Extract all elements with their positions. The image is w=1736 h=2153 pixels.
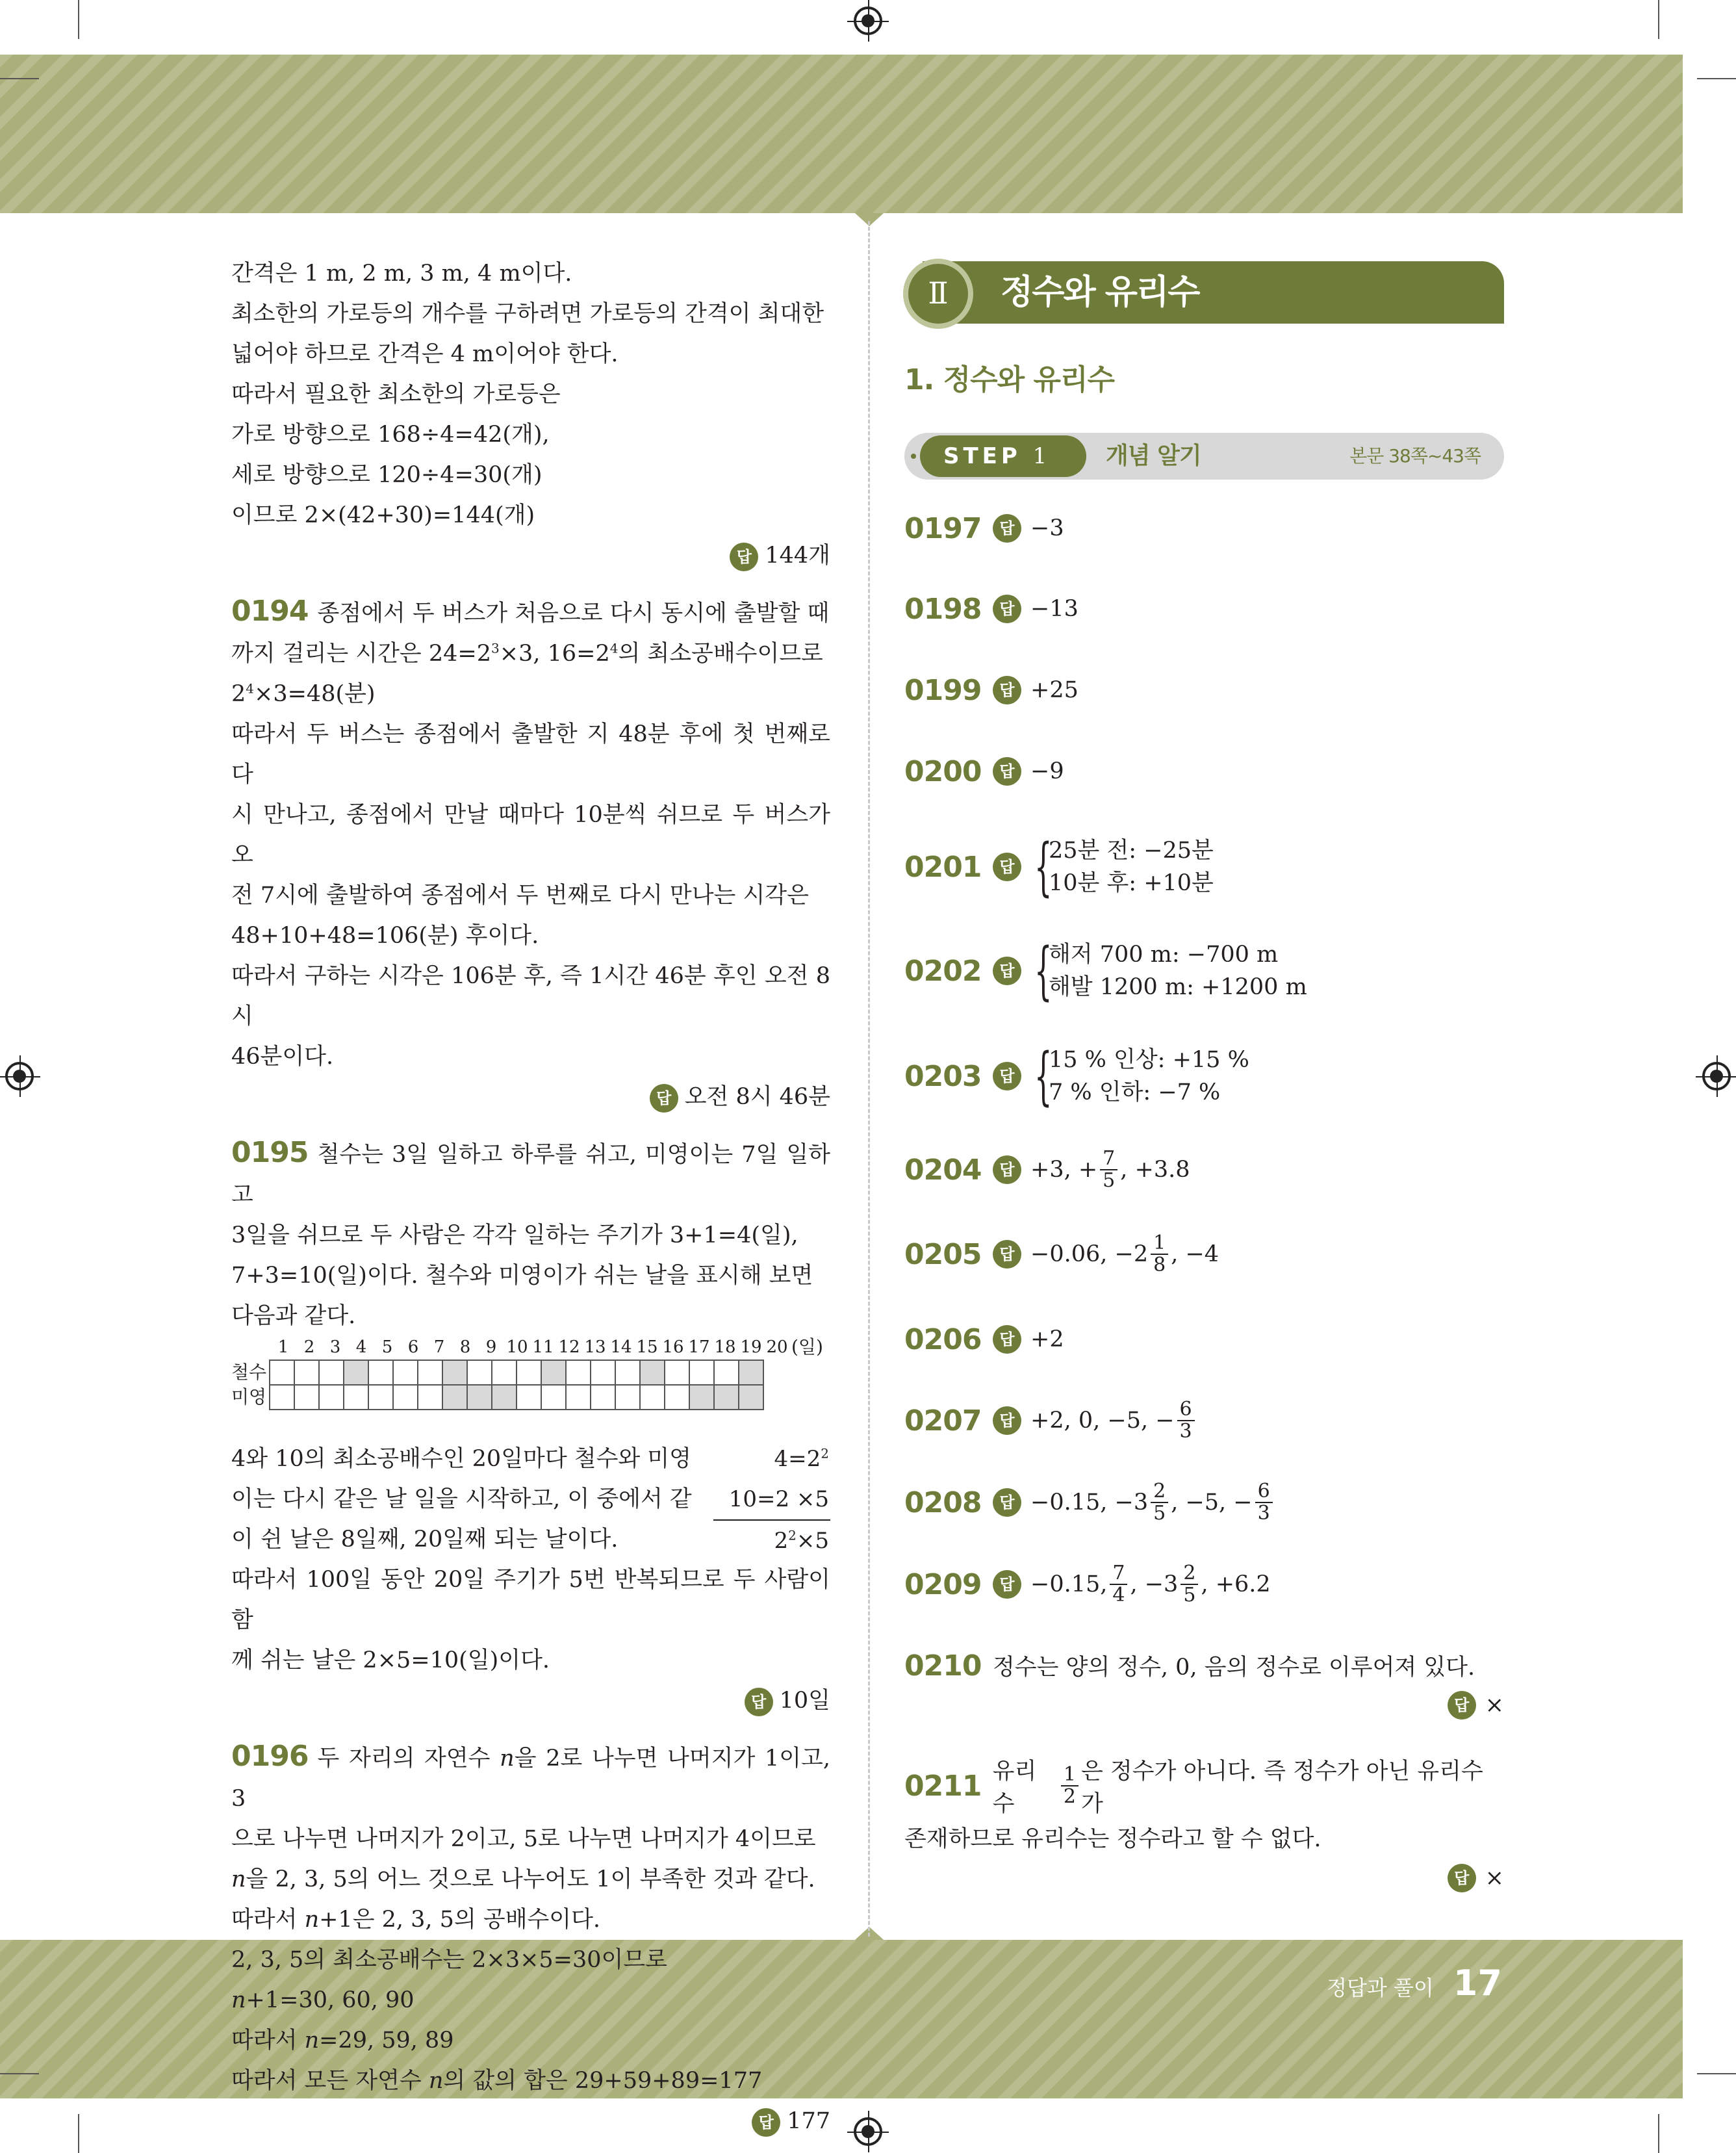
- top-header-band: [0, 55, 1683, 213]
- answer-badge-icon: 답: [993, 1240, 1021, 1269]
- answer-value: 10분 후: +10분: [1049, 870, 1214, 896]
- fraction: [1151, 1481, 1168, 1524]
- text-line: 세로 방향으로 120÷4=30(개): [231, 462, 542, 488]
- cheolsu-work-cell: [294, 1360, 320, 1386]
- miyoung-work-cell: [294, 1384, 320, 1410]
- day-number: 15: [636, 1337, 658, 1357]
- answer-badge-icon: 답: [650, 1084, 678, 1113]
- answer-line: [231, 2101, 830, 2141]
- variable-n: n: [231, 1987, 246, 2013]
- day-number: 4: [355, 1337, 367, 1357]
- numerator: 7: [1110, 1563, 1127, 1585]
- exponent: 4: [246, 680, 255, 697]
- cheolsu-work-cell: [417, 1360, 443, 1386]
- numerator: 2: [1151, 1481, 1168, 1503]
- day-number-row: [270, 1336, 790, 1358]
- miyoung-work-cell: [590, 1384, 616, 1410]
- fraction: [1061, 1764, 1079, 1807]
- answer-value: 177: [787, 2108, 830, 2134]
- text-line: 따라서 구하는 시각은 106분 후, 즉 1시간 46분 후인 오전 8시: [231, 963, 830, 1029]
- text-line: 따라서 필요한 최소한의 가로등은: [231, 381, 561, 407]
- miyoung-work-cell: [541, 1384, 567, 1410]
- day-unit-label: (일): [791, 1336, 823, 1358]
- answer-value: 25분 전: −25분: [1049, 838, 1214, 864]
- text-span: 따라서: [231, 1907, 305, 1933]
- answer-badge-icon: 답: [745, 1688, 773, 1716]
- denominator: 5: [1153, 1502, 1166, 1525]
- text-line: [231, 674, 830, 714]
- miyoung-work-cell: [392, 1384, 418, 1410]
- answer-badge-icon: 답: [993, 595, 1021, 623]
- text-span: 을 2로 나누면 나머지가 1이고, 3: [231, 1746, 830, 1812]
- answer-value: , +6.2: [1201, 1571, 1271, 1597]
- page-reference: 본문 38쪽~43쪽: [1349, 445, 1481, 467]
- fraction: [1100, 1148, 1117, 1191]
- cheolsu-work-cell: [368, 1360, 394, 1386]
- answer-item-0198: [904, 586, 1504, 632]
- answer-value: 오전 8시 46분: [684, 1084, 830, 1110]
- answer-value: ×: [1485, 1692, 1504, 1718]
- miyoung-work-cell: [318, 1384, 344, 1410]
- solution-0195: [231, 1133, 830, 1721]
- miyoung-rest-cell: [738, 1384, 764, 1410]
- cheolsu-rest-cell: [738, 1360, 764, 1386]
- cheolsu-work-cell: [590, 1360, 616, 1386]
- answer-item-0201: [904, 831, 1504, 903]
- problem-number: 0209: [904, 1567, 982, 1601]
- registration-mark-icon: [5, 1062, 34, 1090]
- crop-mark: [0, 78, 39, 79]
- miyoung-rest-cell: [466, 1384, 492, 1410]
- factor-row: 10=2 ×5: [728, 1486, 829, 1512]
- denominator: 5: [1183, 1584, 1196, 1606]
- registration-mark-icon: [1702, 1062, 1731, 1090]
- miyoung-work-cell: [516, 1384, 542, 1410]
- text-span: 까지 걸리는 시간은 24=2: [231, 641, 491, 667]
- crop-mark: [1658, 0, 1659, 39]
- answer-item-0206: [904, 1317, 1504, 1362]
- denominator: 5: [1103, 1169, 1116, 1192]
- text-line: 48+10+48=106(분) 후이다.: [231, 923, 539, 949]
- answer-value: +3, +: [1030, 1157, 1098, 1183]
- bullet-dot-icon: [911, 454, 916, 459]
- day-number: 11: [532, 1337, 554, 1357]
- statement-text: 존재하므로 유리수는 정수라고 할 수 없다.: [904, 1826, 1321, 1852]
- crop-mark: [1697, 78, 1736, 79]
- text-span: 두 자리의 자연수: [317, 1746, 500, 1772]
- cheolsu-work-cell: [664, 1360, 690, 1386]
- factor-row: [713, 1439, 830, 1479]
- answer-value: 해저 700 m: −700 m: [1049, 942, 1279, 968]
- day-number: 2: [303, 1337, 315, 1357]
- problem-number: 0201: [904, 850, 982, 884]
- text-line: [231, 2020, 830, 2061]
- text-line: [231, 2061, 830, 2101]
- page-footer: [1327, 1963, 1502, 2004]
- miyoung-work-cell: [343, 1384, 369, 1410]
- text-line: 께 쉬는 날은 2×5=10(일)이다.: [231, 1647, 550, 1673]
- denominator: 2: [1063, 1785, 1076, 1808]
- cheolsu-work-cell: [516, 1360, 542, 1386]
- answer-value: ×: [1485, 1865, 1504, 1891]
- answer-item-0207: [904, 1395, 1504, 1447]
- text-line: 따라서 두 버스는 종점에서 출발한 지 48분 후에 첫 번째로 다: [231, 721, 830, 788]
- denominator: 3: [1179, 1420, 1192, 1443]
- step-concept: 개념 알기: [1106, 443, 1201, 469]
- step-bar: [904, 433, 1504, 480]
- fraction: [1110, 1563, 1127, 1606]
- text-span: +1=30, 60, 90: [246, 1987, 415, 2013]
- day-number: 7: [433, 1337, 445, 1357]
- cheolsu-rest-cell: [639, 1360, 665, 1386]
- denominator: 4: [1112, 1584, 1125, 1606]
- text-span: =29, 59, 89: [319, 2028, 454, 2054]
- answer-value: +25: [1030, 677, 1079, 703]
- answer-value: 15 % 인상: +15 %: [1049, 1047, 1249, 1073]
- cheolsu-work-cell: [466, 1360, 492, 1386]
- answer-badge-icon: 답: [993, 514, 1021, 543]
- problem-number: 0205: [904, 1237, 982, 1271]
- text-line: 4와 10의 최소공배수인 20일마다 철수와 미영: [231, 1446, 691, 1472]
- text-span: +1은 2, 3, 5의 공배수이다.: [319, 1907, 601, 1933]
- column-divider: [868, 221, 870, 1937]
- miyoung-work-cell: [269, 1384, 295, 1410]
- variable-n: n: [428, 2068, 444, 2094]
- cheolsu-work-cell: [318, 1360, 344, 1386]
- day-number: 19: [740, 1337, 762, 1357]
- problem-number: 0204: [904, 1153, 982, 1187]
- day-number: 5: [381, 1337, 393, 1357]
- text-line: [231, 1859, 830, 1900]
- footer-label: 정답과 풀이: [1327, 1976, 1434, 2000]
- statement-text: 은 정수가 아니다. 즉 정수가 아닌 유리수가: [1080, 1759, 1483, 1817]
- answer-badge-icon: 답: [993, 1570, 1021, 1599]
- answer-badge-icon: 답: [993, 1062, 1021, 1090]
- text-line: 2, 3, 5의 최소공배수는 2×3×5=30이므로: [231, 1947, 667, 1973]
- row-label-miyoung: 미영: [231, 1386, 267, 1408]
- cheolsu-work-cell: [491, 1360, 517, 1386]
- chapter-heading: [903, 259, 1504, 324]
- answer-value: , +3.8: [1120, 1157, 1190, 1183]
- problem-number: 0208: [904, 1486, 982, 1519]
- answer-badge-icon: 답: [993, 676, 1021, 704]
- text-line: [231, 1736, 830, 1819]
- text-line: [231, 1980, 830, 2020]
- miyoung-rest-cell: [442, 1384, 468, 1410]
- factorization-box: [713, 1439, 830, 1561]
- solution-0194: [231, 591, 830, 1117]
- answer-line: [231, 1681, 830, 1721]
- miyoung-row: [270, 1384, 764, 1410]
- answer-item-0199: [904, 667, 1504, 713]
- problem-number: 0199: [904, 673, 982, 707]
- cheolsu-rest-cell: [343, 1360, 369, 1386]
- cheolsu-rest-cell: [442, 1360, 468, 1386]
- problem-number: 0202: [904, 954, 982, 988]
- problem-number: 0197: [904, 511, 982, 545]
- day-number: 10: [506, 1337, 528, 1357]
- problem-number: 0198: [904, 592, 982, 626]
- numerator: 1: [1151, 1233, 1168, 1255]
- text-span: 의 값의 합은 29+59+89=177: [443, 2068, 763, 2094]
- lcm-block: [231, 1439, 830, 1560]
- variable-n: n: [231, 1866, 246, 1892]
- answer-stack: [1049, 938, 1307, 1003]
- problem-number: 0203: [904, 1059, 982, 1093]
- crop-mark: [78, 2114, 79, 2153]
- exponent: 2: [788, 1527, 797, 1543]
- answer-value: 해발 1200 m: +1200 m: [1049, 974, 1307, 1000]
- text-span: 2: [231, 681, 246, 707]
- text-line: 가로 방향으로 168÷4=42(개),: [231, 422, 550, 448]
- text-line: 다음과 같다.: [231, 1303, 356, 1329]
- brace-icon: {: [1034, 831, 1053, 903]
- denominator: 3: [1257, 1502, 1270, 1525]
- answer-item-0211: [904, 1759, 1504, 1817]
- text-line: 7+3=10(일)이다. 철수와 미영이가 쉬는 날을 표시해 보면: [231, 1263, 813, 1289]
- numerator: 2: [1181, 1563, 1198, 1585]
- answer-item-0197: [904, 506, 1504, 551]
- solution-0196: [231, 1736, 830, 2141]
- day-number: 13: [584, 1337, 606, 1357]
- variable-n: n: [500, 1746, 515, 1772]
- crop-mark: [1697, 2073, 1736, 2074]
- text-span: 4=2: [774, 1446, 821, 1472]
- answer-badge-icon: 답: [993, 1488, 1021, 1517]
- text-span: ×3=48(분): [254, 681, 376, 707]
- step-number: 1: [1032, 443, 1051, 469]
- miyoung-work-cell: [664, 1384, 690, 1410]
- crop-mark: [78, 0, 79, 39]
- chapter-title: 정수와 유리수: [1001, 273, 1199, 312]
- problem-number: 0196: [231, 1740, 309, 1773]
- exponent: 3: [491, 640, 500, 656]
- text-line: 간격은 1 m, 2 m, 3 m, 4 m이다.: [231, 261, 572, 287]
- problem-number: 0206: [904, 1322, 982, 1356]
- answer-value: , −4: [1171, 1241, 1219, 1267]
- text-span: 종점에서 두 버스가 처음으로 다시 동시에 출발할 때: [317, 600, 830, 626]
- step-pill: [920, 435, 1086, 477]
- answer-value: 144개: [765, 543, 830, 569]
- answer-stack: [1049, 1044, 1249, 1109]
- statement-text: 정수는 양의 정수, 0, 음의 정수로 이루어져 있다.: [993, 1655, 1475, 1681]
- answer-badge-icon: 답: [752, 2108, 780, 2137]
- answer-item-0210: [904, 1644, 1504, 1687]
- answer-badge-icon: 답: [993, 957, 1021, 985]
- problem-number: 0195: [231, 1136, 309, 1169]
- answer-line-0211: [904, 1860, 1504, 1896]
- numerator: 6: [1255, 1481, 1273, 1503]
- answer-item-0204: [904, 1144, 1504, 1196]
- answer-line: [231, 535, 830, 576]
- text-line: 전 7시에 출발하여 종점에서 두 번째로 다시 만나는 시각은: [231, 883, 809, 909]
- text-span: 의 최소공배수이므로: [618, 641, 823, 667]
- answer-value: −0.06, −2: [1030, 1241, 1149, 1267]
- cheolsu-work-cell: [713, 1360, 739, 1386]
- answer-badge-icon: 답: [993, 853, 1021, 881]
- text-span: ×3, 16=2: [499, 641, 610, 667]
- text-line: [231, 1133, 830, 1215]
- text-span: 철수는 3일 일하고 하루를 쉬고, 미영이는 7일 일하고: [231, 1142, 830, 1208]
- solution-0193-tail: [231, 253, 830, 576]
- numerator: 6: [1177, 1399, 1195, 1421]
- problem-number: 0207: [904, 1404, 982, 1437]
- day-number: 16: [662, 1337, 684, 1357]
- day-number: 8: [459, 1337, 471, 1357]
- fraction: [1181, 1563, 1198, 1606]
- answer-item-0203: [904, 1040, 1504, 1113]
- answer-value: −13: [1030, 596, 1079, 622]
- answer-value: −0.15,: [1030, 1571, 1108, 1597]
- text-line: 이는 다시 같은 날 일을 시작하고, 이 중에서 같: [231, 1486, 692, 1512]
- miyoung-work-cell: [639, 1384, 665, 1410]
- day-number: 17: [688, 1337, 710, 1357]
- variable-n: n: [304, 1907, 320, 1933]
- day-number: 14: [610, 1337, 632, 1357]
- text-line: 이 쉰 날은 8일째, 20일째 되는 날이다.: [231, 1527, 619, 1553]
- answer-value: −3: [1030, 515, 1064, 541]
- problem-number: 0210: [904, 1649, 982, 1682]
- cheolsu-work-cell: [392, 1360, 418, 1386]
- brace-icon: {: [1034, 935, 1053, 1007]
- answer-item-0211-cont: [904, 1817, 1504, 1857]
- day-number: 12: [558, 1337, 580, 1357]
- day-number: 20: [766, 1337, 788, 1357]
- exponent: 4: [609, 640, 619, 656]
- denominator: 8: [1153, 1254, 1166, 1276]
- answer-value: +2, 0, −5, −: [1030, 1408, 1175, 1434]
- answer-value: +2: [1030, 1326, 1064, 1352]
- text-line: 시 만나고, 종점에서 만날 때마다 10분씩 쉬므로 두 버스가 오: [231, 802, 830, 868]
- miyoung-work-cell: [417, 1384, 443, 1410]
- fraction: [1177, 1399, 1195, 1442]
- text-line: 46분이다.: [231, 1044, 334, 1070]
- left-column: [231, 253, 830, 2141]
- fraction: [1255, 1481, 1273, 1524]
- text-line: [231, 634, 830, 674]
- answer-item-0205: [904, 1228, 1504, 1280]
- factor-row: [713, 1519, 830, 1561]
- row-label-cheolsu: 철수: [231, 1361, 267, 1383]
- answer-item-0208: [904, 1476, 1504, 1528]
- cheolsu-work-cell: [269, 1360, 295, 1386]
- answer-item-0202: [904, 935, 1504, 1007]
- text-line: 으로 나누면 나머지가 2이고, 5로 나누면 나머지가 4이므로: [231, 1826, 816, 1852]
- miyoung-rest-cell: [689, 1384, 715, 1410]
- text-line: 따라서 100일 동안 20일 주기가 5번 반복되므로 두 사람이 함: [231, 1567, 830, 1633]
- section-title: 1. 정수와 유리수: [904, 363, 1114, 396]
- cheolsu-work-cell: [615, 1360, 641, 1386]
- miyoung-work-cell: [565, 1384, 591, 1410]
- answer-value: 10일: [779, 1688, 830, 1714]
- answer-value: , −5, −: [1171, 1489, 1253, 1515]
- cheolsu-row: [270, 1360, 764, 1386]
- text-line: 3일을 쉬므로 두 사람은 각각 일하는 주기가 3+1=4(일),: [231, 1222, 798, 1248]
- exponent: 2: [821, 1445, 829, 1462]
- day-number: 9: [485, 1337, 497, 1357]
- text-span: 2: [774, 1528, 789, 1554]
- answer-value: −0.15, −3: [1030, 1489, 1149, 1515]
- registration-mark-icon: [854, 6, 882, 35]
- brace-icon: {: [1034, 1040, 1053, 1113]
- answer-item-0209: [904, 1558, 1504, 1610]
- numerator: 7: [1100, 1148, 1117, 1170]
- cheolsu-work-cell: [689, 1360, 715, 1386]
- cheolsu-rest-cell: [541, 1360, 567, 1386]
- day-number: 3: [329, 1337, 341, 1357]
- answer-value: −9: [1030, 758, 1064, 784]
- miyoung-work-cell: [615, 1384, 641, 1410]
- variable-n: n: [304, 2028, 320, 2054]
- answer-badge-icon: 답: [993, 1325, 1021, 1354]
- fraction: [1151, 1233, 1168, 1276]
- answer-line: [231, 1077, 830, 1117]
- crop-mark: [1658, 2114, 1659, 2153]
- chapter-numeral-badge: Ⅱ: [903, 259, 973, 329]
- page-number: 17: [1453, 1963, 1502, 2004]
- text-span: 따라서 모든 자연수: [231, 2068, 429, 2094]
- miyoung-work-cell: [368, 1384, 394, 1410]
- problem-number: 0211: [904, 1769, 982, 1803]
- text-span: ×5: [796, 1528, 829, 1554]
- registration-mark-icon: [854, 2117, 882, 2146]
- text-line: 넓어야 하므로 간격은 4 m이어야 한다.: [231, 341, 619, 367]
- answer-value: 7 % 인하: −7 %: [1049, 1079, 1221, 1105]
- day-number: 6: [407, 1337, 419, 1357]
- step-label: STEP: [943, 443, 1021, 469]
- day-number: 1: [277, 1337, 289, 1357]
- answer-badge-icon: 답: [730, 543, 758, 571]
- problem-number: 0194: [231, 595, 309, 628]
- rest-day-table: [231, 1336, 830, 1434]
- answer-badge-icon: 답: [1448, 1691, 1476, 1720]
- text-line: [231, 591, 830, 634]
- miyoung-rest-cell: [713, 1384, 739, 1410]
- answer-badge-icon: 답: [993, 757, 1021, 786]
- text-span: 을 2, 3, 5의 어느 것으로 나누어도 1이 부족한 것과 같다.: [246, 1866, 815, 1892]
- answer-badge-icon: 답: [993, 1155, 1021, 1184]
- numerator: 1: [1061, 1764, 1079, 1786]
- text-span: 따라서: [231, 2028, 305, 2054]
- text-line: 최소한의 가로등의 개수를 구하려면 가로등의 간격이 최대한: [231, 301, 824, 327]
- problem-number: 0200: [904, 754, 982, 788]
- answer-value: , −3: [1130, 1571, 1179, 1597]
- text-line: 이므로 2×(42+30)=144(개): [231, 502, 535, 528]
- text-line: [231, 1900, 830, 1940]
- answer-line-0210: [904, 1687, 1504, 1723]
- day-number: 18: [714, 1337, 736, 1357]
- cheolsu-work-cell: [565, 1360, 591, 1386]
- answer-stack: [1049, 834, 1214, 899]
- statement-text: 유리수: [992, 1759, 1037, 1817]
- answer-badge-icon: 답: [1448, 1864, 1476, 1892]
- answer-badge-icon: 답: [993, 1406, 1021, 1435]
- crop-mark: [0, 2073, 39, 2074]
- miyoung-rest-cell: [491, 1384, 517, 1410]
- answer-item-0200: [904, 749, 1504, 794]
